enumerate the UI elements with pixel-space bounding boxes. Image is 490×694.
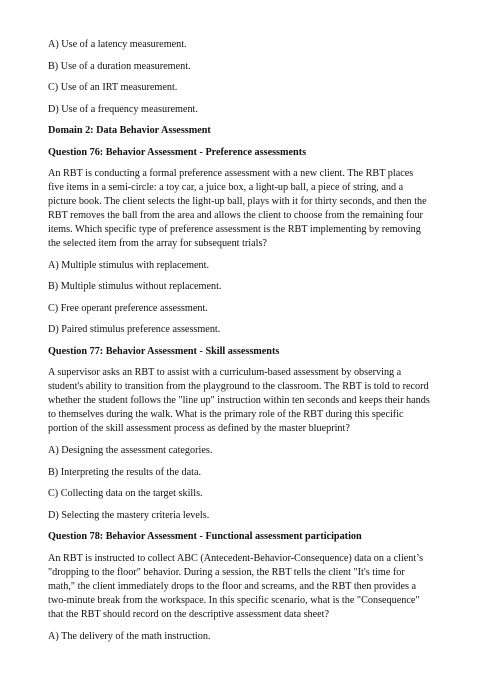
answer-option: A) Multiple stimulus with replacement. [48, 259, 209, 271]
answer-option: C) Free operant preference assessment. [48, 302, 208, 314]
answer-option: B) Use of a duration measurement. [48, 60, 191, 72]
stem-line: student's ability to transition from the playground to the classroom. The RBT is told to record [48, 381, 429, 393]
answer-option: A) Use of a latency measurement. [48, 39, 187, 50]
stem-line: that the RBT should record on the descriptive assessment data sheet? [48, 608, 330, 620]
stem-line: RBT removes the ball from the area and allows the client to choose from the remaining four [48, 209, 423, 221]
answer-option: C) Use of an IRT measurement. [48, 82, 178, 93]
answer-option: B) Interpreting the results of the data. [48, 466, 202, 478]
answer-option: A) The delivery of the math instruction. [48, 631, 211, 642]
question-76 [48, 146, 448, 337]
question-78 [48, 530, 448, 643]
answer-option: A) Designing the assessment categories. [48, 445, 213, 457]
document-page [48, 38, 448, 652]
domain-heading: Domain 2: Data Behavior Assessment [48, 125, 211, 136]
question-title: Question 77: Behavior Assessment - Skill assessments [48, 345, 280, 357]
stem-line: two-minute break from the workspace. In this specific scenario, what is the "Consequence" [48, 594, 420, 606]
answer-option: D) Selecting the mastery criteria levels. [48, 509, 210, 521]
stem-line: "dropping to the floor" behavior. During a session, the RBT tells the client "It's time for [48, 566, 405, 578]
stem-line: A supervisor asks an RBT to assist with a curriculum-based assessment by observing a [48, 367, 402, 379]
stem-line: An RBT is conducting a formal preference assessment with a new client. The RBT places [48, 168, 414, 179]
stem-line: to themselves during the walk. What is the primary role of the RBT during this specific [48, 409, 404, 421]
answer-option: B) Multiple stimulus without replacement. [48, 281, 222, 293]
stem-line: items. Which specific type of preference assessment is the RBT implementing by removing [48, 223, 421, 235]
question-title: Question 76: Behavior Assessment - Preference assessments [48, 146, 307, 158]
stem-line: the selected item from the array for subsequent trials? [48, 237, 267, 249]
question-stem [48, 167, 448, 250]
question-stem [48, 366, 448, 436]
answer-option: D) Paired stimulus preference assessment. [48, 324, 221, 336]
answer-option: C) Collecting data on the target skills. [48, 488, 203, 500]
question-stem [48, 552, 448, 622]
question-77 [48, 345, 448, 522]
answer-option: D) Use of a frequency measurement. [48, 103, 198, 115]
top-options [48, 38, 448, 116]
stem-line: picture book. The client selects the light-up ball, plays with it for thirty seconds, and then the [48, 195, 427, 207]
stem-line: math," the client immediately drops to the floor and screams, and the RBT then provides a [48, 580, 417, 592]
stem-line: portion of the skill assessment process as defined by the master blueprint? [48, 423, 350, 435]
stem-line: whether the student follows the "line up" instruction within ten seconds and keeps their hands [48, 395, 430, 407]
stem-line: An RBT is instructed to collect ABC (Antecedent-Behavior-Consequence) data on a client’s [48, 552, 424, 564]
question-title: Question 78: Behavior Assessment - Functional assessment participation [48, 531, 362, 543]
stem-line: five items in a semi-circle: a toy car, a juice box, a light-up ball, a piece of string, and a [48, 181, 404, 193]
